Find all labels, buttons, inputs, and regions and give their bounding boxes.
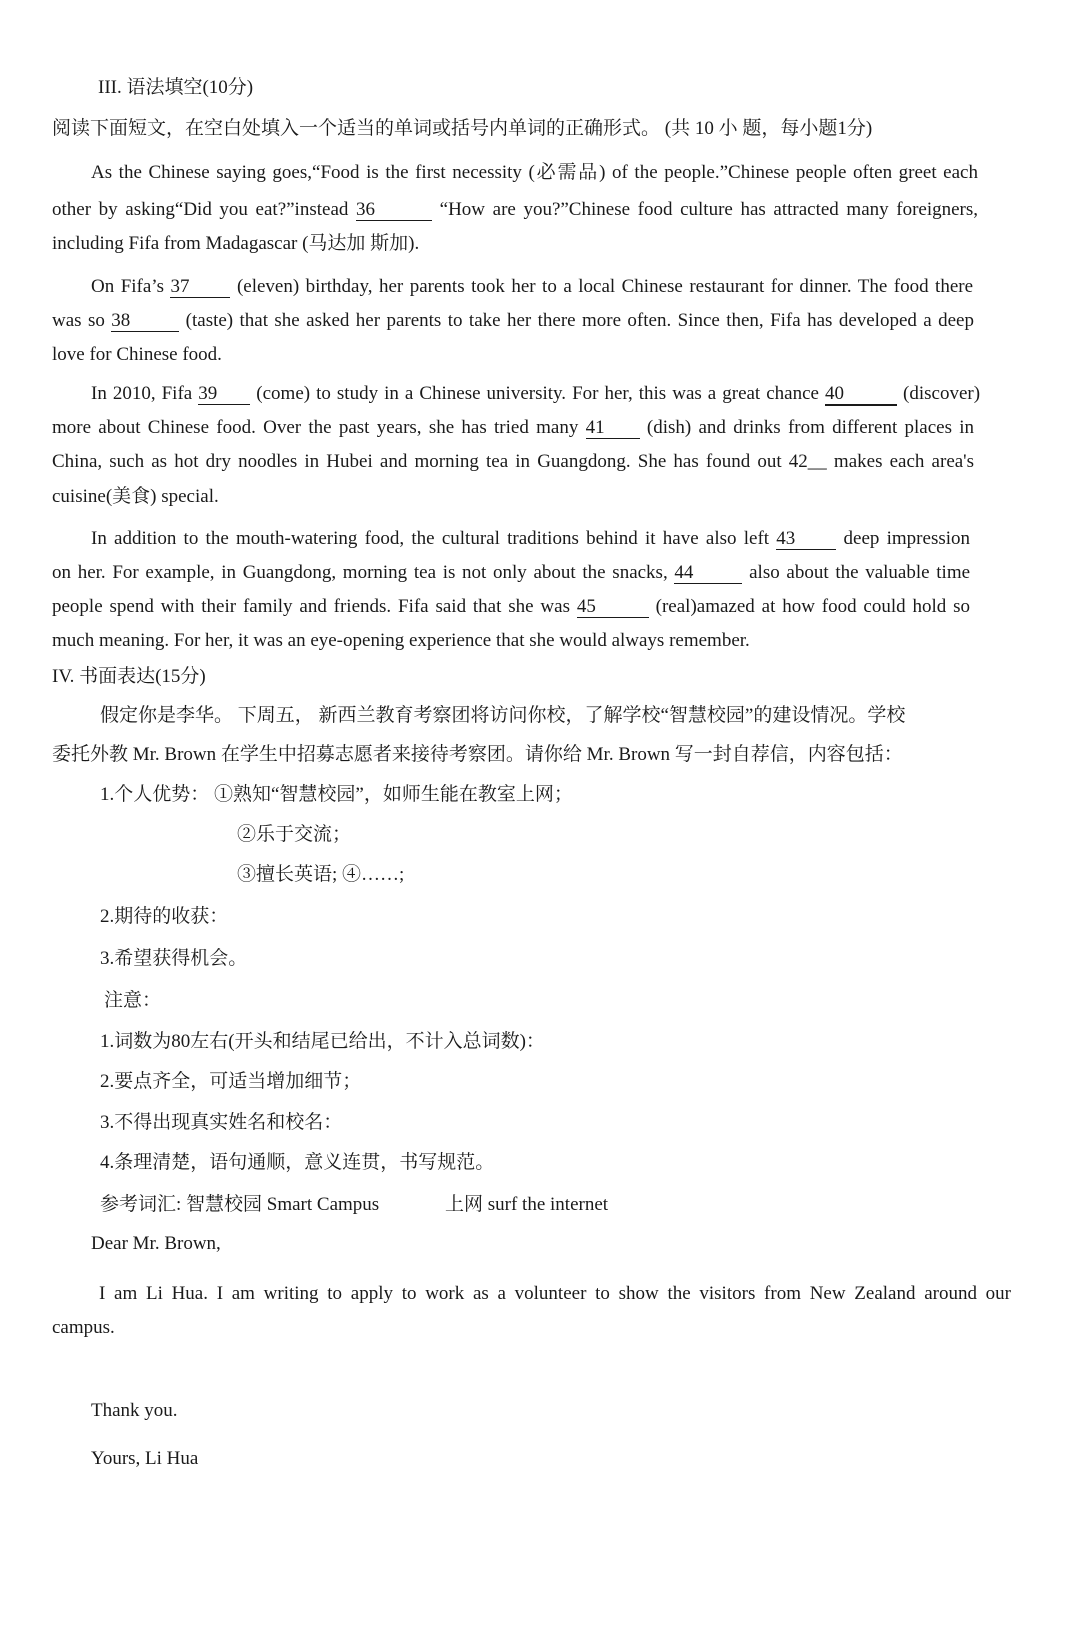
- vocab-smart-campus: 参考词汇: 智慧校园 Smart Campus: [100, 1194, 380, 1215]
- task-intro-line-2: 委托外教 Mr. Brown 在学生中招募志愿者来接待考察团。请你给 Mr. Brown 写一封自荐信，内容包括：: [52, 744, 903, 765]
- section-4-heading: IV. 书面表达(15分): [52, 666, 206, 687]
- vocab-surf-internet: 上网 surf the internet: [445, 1194, 609, 1215]
- letter-body-line-1: I am Li Hua. I am writing to apply to work as a volunteer to show the visitors from New Zealand around our: [99, 1283, 1011, 1304]
- p4-text: deep impression: [843, 528, 971, 549]
- p2-line-1: [91, 274, 973, 300]
- p3-line-1: [91, 381, 980, 407]
- notes-title: 注意：: [104, 990, 162, 1011]
- p3-line-4: cuisine(美食) special.: [52, 486, 219, 507]
- p4-line-1: [91, 526, 970, 552]
- p4-text: In addition to the mouth-watering food, the cultural traditions behind it have also left: [91, 528, 770, 549]
- p3-text: (dish) and drinks from different places in: [646, 417, 975, 438]
- letter-closing: Thank you.: [91, 1400, 178, 1421]
- blank-41[interactable]: 41: [586, 418, 640, 439]
- blank-36[interactable]: 36: [356, 200, 432, 221]
- letter-salutation: Dear Mr. Brown,: [91, 1233, 221, 1254]
- letter-body-line-2: campus.: [52, 1317, 115, 1338]
- p1-line-2: [52, 197, 978, 223]
- p4-text: people spend with their family and friends. Fifa said that she was: [52, 596, 570, 617]
- p4-line-3: [52, 594, 970, 620]
- p2-line-3: love for Chinese food.: [52, 344, 222, 365]
- p2-text: (taste) that she asked her parents to take her there more often. Since then, Fifa has developed a deep: [185, 310, 974, 331]
- task-intro-line-1: 假定你是李华。 下周五， 新西兰教育考察团将访问你校，了解学校“智慧校园”的建设情况。学校: [100, 705, 906, 726]
- blank-39[interactable]: 39: [198, 384, 250, 405]
- p4-line-4: much meaning. For her, it was an eye-opening experience that she would always remember.: [52, 630, 750, 651]
- note-2: 2.要点齐全，可适当增加细节；: [100, 1071, 362, 1092]
- note-4: 4.条理清楚，语句通顺，意义连贯，书写规范。: [100, 1152, 495, 1173]
- p4-text: (real)amazed at how food could hold so: [655, 596, 970, 617]
- p2-text: On Fifa’s: [91, 276, 164, 297]
- p2-line-2: [52, 308, 974, 334]
- blank-43[interactable]: 43: [776, 529, 836, 550]
- p1-text: other by asking“Did you eat?”instead: [52, 199, 349, 220]
- blank-37[interactable]: 37: [170, 277, 230, 298]
- p4-text: also about the valuable time: [749, 562, 971, 583]
- p4-text: on her. For example, in Guangdong, morning tea is not only about the snacks,: [52, 562, 668, 583]
- section-3-instruction: 阅读下面短文，在空白处填入一个适当的单词或括号内单词的正确形式。 (共 10 小 题，每小题1分): [52, 118, 873, 139]
- section-3-heading: III. 语法填空(10分): [98, 77, 254, 98]
- p4-line-2: [52, 560, 970, 586]
- p3-line-3: China, such as hot dry noodles in Hubei and morning tea in Guangdong. She has found out 42__ makes each area's: [52, 451, 974, 472]
- content-item-1: 1.个人优势： ①熟知“智慧校园”，如师生能在教室上网；: [100, 784, 573, 805]
- p3-text: more about Chinese food. Over the past years, she has tried many: [52, 417, 579, 438]
- letter-signature: Yours, Li Hua: [91, 1448, 199, 1469]
- content-item-3: 3.希望获得机会。: [100, 948, 248, 969]
- content-item-1c: ③擅长英语; ④……;: [237, 864, 405, 885]
- blank-40[interactable]: 40: [825, 384, 897, 406]
- blank-44[interactable]: 44: [674, 563, 742, 584]
- p3-text: (come) to study in a Chinese university. For her, this was a great chance: [256, 383, 819, 404]
- p1-text: “How are you?”Chinese food culture has attracted many foreigners,: [439, 199, 979, 220]
- p2-text: was so: [52, 310, 105, 331]
- p1-line-1: As the Chinese saying goes,“Food is the first necessity (必需品) of the people.”Chinese people often greet each: [91, 162, 978, 183]
- content-item-2: 2.期待的收获：: [100, 906, 229, 927]
- note-3: 3.不得出现真实姓名和校名：: [100, 1112, 343, 1133]
- blank-45[interactable]: 45: [577, 597, 649, 618]
- p2-text: (eleven) birthday, her parents took her to a local Chinese restaurant for dinner. The food there: [236, 276, 974, 297]
- p3-text: In 2010, Fifa: [91, 383, 193, 404]
- p1-line-3: including Fifa from Madagascar (马达加 斯加).: [52, 233, 420, 254]
- blank-38[interactable]: 38: [111, 311, 179, 332]
- note-1: 1.词数为80左右(开头和结尾已给出，不计入总词数)：: [100, 1031, 545, 1052]
- p3-line-2: [52, 415, 974, 441]
- content-item-1b: ②乐于交流；: [237, 824, 352, 845]
- p3-text: (discover): [903, 383, 981, 404]
